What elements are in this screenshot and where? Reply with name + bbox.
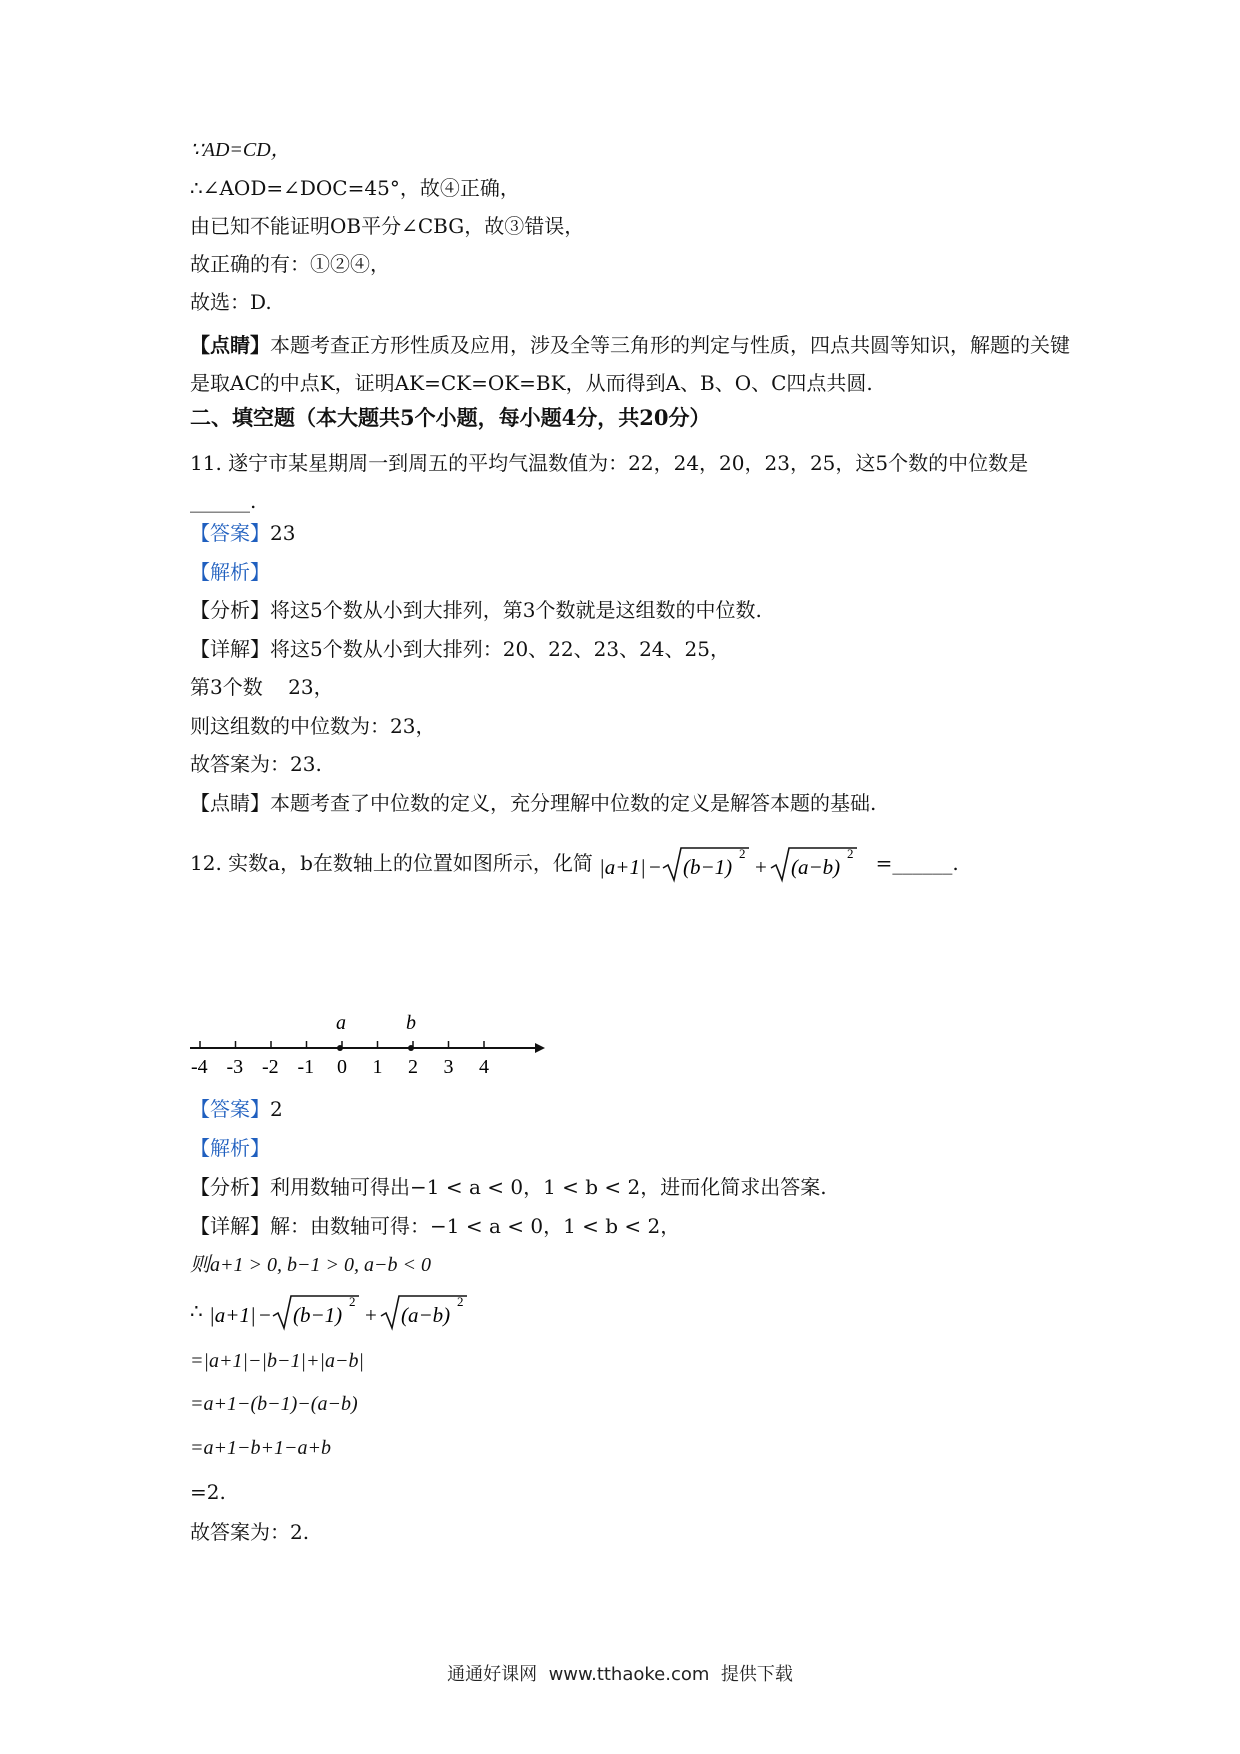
formula-square: 2 [457,1293,464,1309]
q11-step: 第3个数 23， [190,675,334,699]
number-line-figure [185,1005,545,1085]
xiangjie-tag: 【详解】 [190,637,270,661]
answer-tag: 【答案】 [190,1097,270,1121]
answer-value: 23 [270,521,296,545]
dianjing-tag: 【点睛】 [190,333,270,357]
formula-square: 2 [847,845,854,861]
jiexi-tag: 【解析】 [190,560,270,584]
axis-tick-label: 1 [372,1056,383,1078]
formula-minus: − [649,854,662,879]
formula-abs: |a+1| [209,1302,256,1327]
xiangjie-tag: 【详解】 [190,1214,270,1238]
axis-tick-label: 3 [443,1056,454,1078]
formula-root2: (a−b) [401,1302,451,1327]
q11-step: 则这组数的中位数为：23， [190,714,436,738]
formula-plus: + [365,1302,377,1327]
xiangjie-text: 解：由数轴可得：−1 < a < 0，1 < b < 2， [270,1214,681,1238]
q12-step: =2. [190,1480,226,1504]
answer-tag: 【答案】 [190,521,270,545]
q11-question: 11. 遂宁市某星期周一到周五的平均气温数值为：22，24，20，23，25，这5个数的中位数是______. [190,451,1029,513]
axis-tick-label: -2 [262,1056,279,1078]
fenxi-tag: 【分析】 [190,1175,270,1199]
formula-abs: |a+1| [599,854,646,879]
fenxi-text: 利用数轴可得出−1 < a < 0，1 < b < 2，进而化简求出答案. [270,1175,827,1199]
q12-step: 则a+1 > 0, b−1 > 0, a−b < 0 [190,1254,431,1276]
fenxi-tag: 【分析】 [190,598,270,622]
solution-line: 故正确的有：①②④， [190,252,390,276]
section-title: 二、填空题（本大题共5个小题，每小题4分，共20分） [190,405,711,430]
point-b [408,1045,414,1051]
solution-line: 由已知不能证明OB平分∠CBG，故③错误， [190,214,585,238]
answer-value: 2 [270,1097,283,1121]
q12-step: =|a+1|−|b−1|+|a−b| [190,1350,364,1372]
axis-tick-label: -4 [191,1056,208,1078]
q12-question-prefix: 12. 实数a，b在数轴上的位置如图所示，化简 [190,851,593,875]
solution-line: ∴∠AOD=∠DOC=45°，故④正确， [190,176,520,200]
q11-fenxi [190,597,762,623]
axis-tick-label: -3 [226,1056,244,1078]
dianjing-text: 本题考查正方形性质及应用，涉及全等三角形的判定与性质，四点共圆等知识，解题的关键是取AC的中点K，证明AK=CK=OK=BK，从而得到A、B、O、C四点共圆. [190,333,1070,395]
formula-root2: (a−b) [791,854,841,879]
therefore-symbol: ∴ [190,1299,203,1323]
formula-square: 2 [739,845,746,861]
q12-step: =a+1−(b−1)−(a−b) [190,1393,358,1415]
dianjing-paragraph [190,326,1070,402]
q12-question [190,838,959,888]
dianjing-tag: 【点睛】 [190,791,270,815]
axis-tick-label: -1 [297,1056,315,1078]
fenxi-text: 将这5个数从小到大排列，第3个数就是这组数的中位数. [270,598,762,622]
solution-line: 故选：D. [190,290,272,314]
axis-tick-label: 4 [479,1056,489,1078]
formula-root1: (b−1) [293,1302,343,1327]
q11-step: 故答案为：23. [190,752,322,776]
formula-square: 2 [349,1293,356,1309]
q12-formula-repeat [209,1288,479,1338]
q12-question-suffix: =______. [875,851,959,875]
axis-tick-label: 2 [408,1056,418,1078]
solution-line: ∵AD=CD， [190,139,291,161]
xiangjie-text: 将这5个数从小到大排列：20、22、23、24、25， [270,637,730,661]
axis-arrow [535,1043,545,1053]
q11-dianjing [190,790,876,816]
formula-minus: − [259,1302,271,1327]
axis-tick-label: 0 [337,1056,347,1078]
q12-formula [599,840,869,890]
q12-answer [190,1096,283,1122]
page-footer: 通通好课网 www.tthaoke.com 提供下载 [447,1664,793,1685]
q12-xiangjie [190,1213,680,1239]
q11-answer [190,520,295,546]
q12-step: 故答案为：2. [190,1520,310,1544]
jiexi-tag: 【解析】 [190,1136,270,1160]
q12-step: =a+1−b+1−a+b [190,1437,331,1459]
formula-root1: (b−1) [683,854,733,879]
q11-xiangjie [190,636,730,662]
formula-plus: + [755,854,768,879]
point-a [337,1045,343,1051]
point-b-label: b [406,1012,416,1034]
point-a-label: a [336,1012,346,1034]
dianjing-text: 本题考查了中位数的定义，充分理解中位数的定义是解答本题的基础. [270,791,877,815]
q12-fenxi [190,1174,827,1200]
q12-step-formula [190,1286,479,1336]
